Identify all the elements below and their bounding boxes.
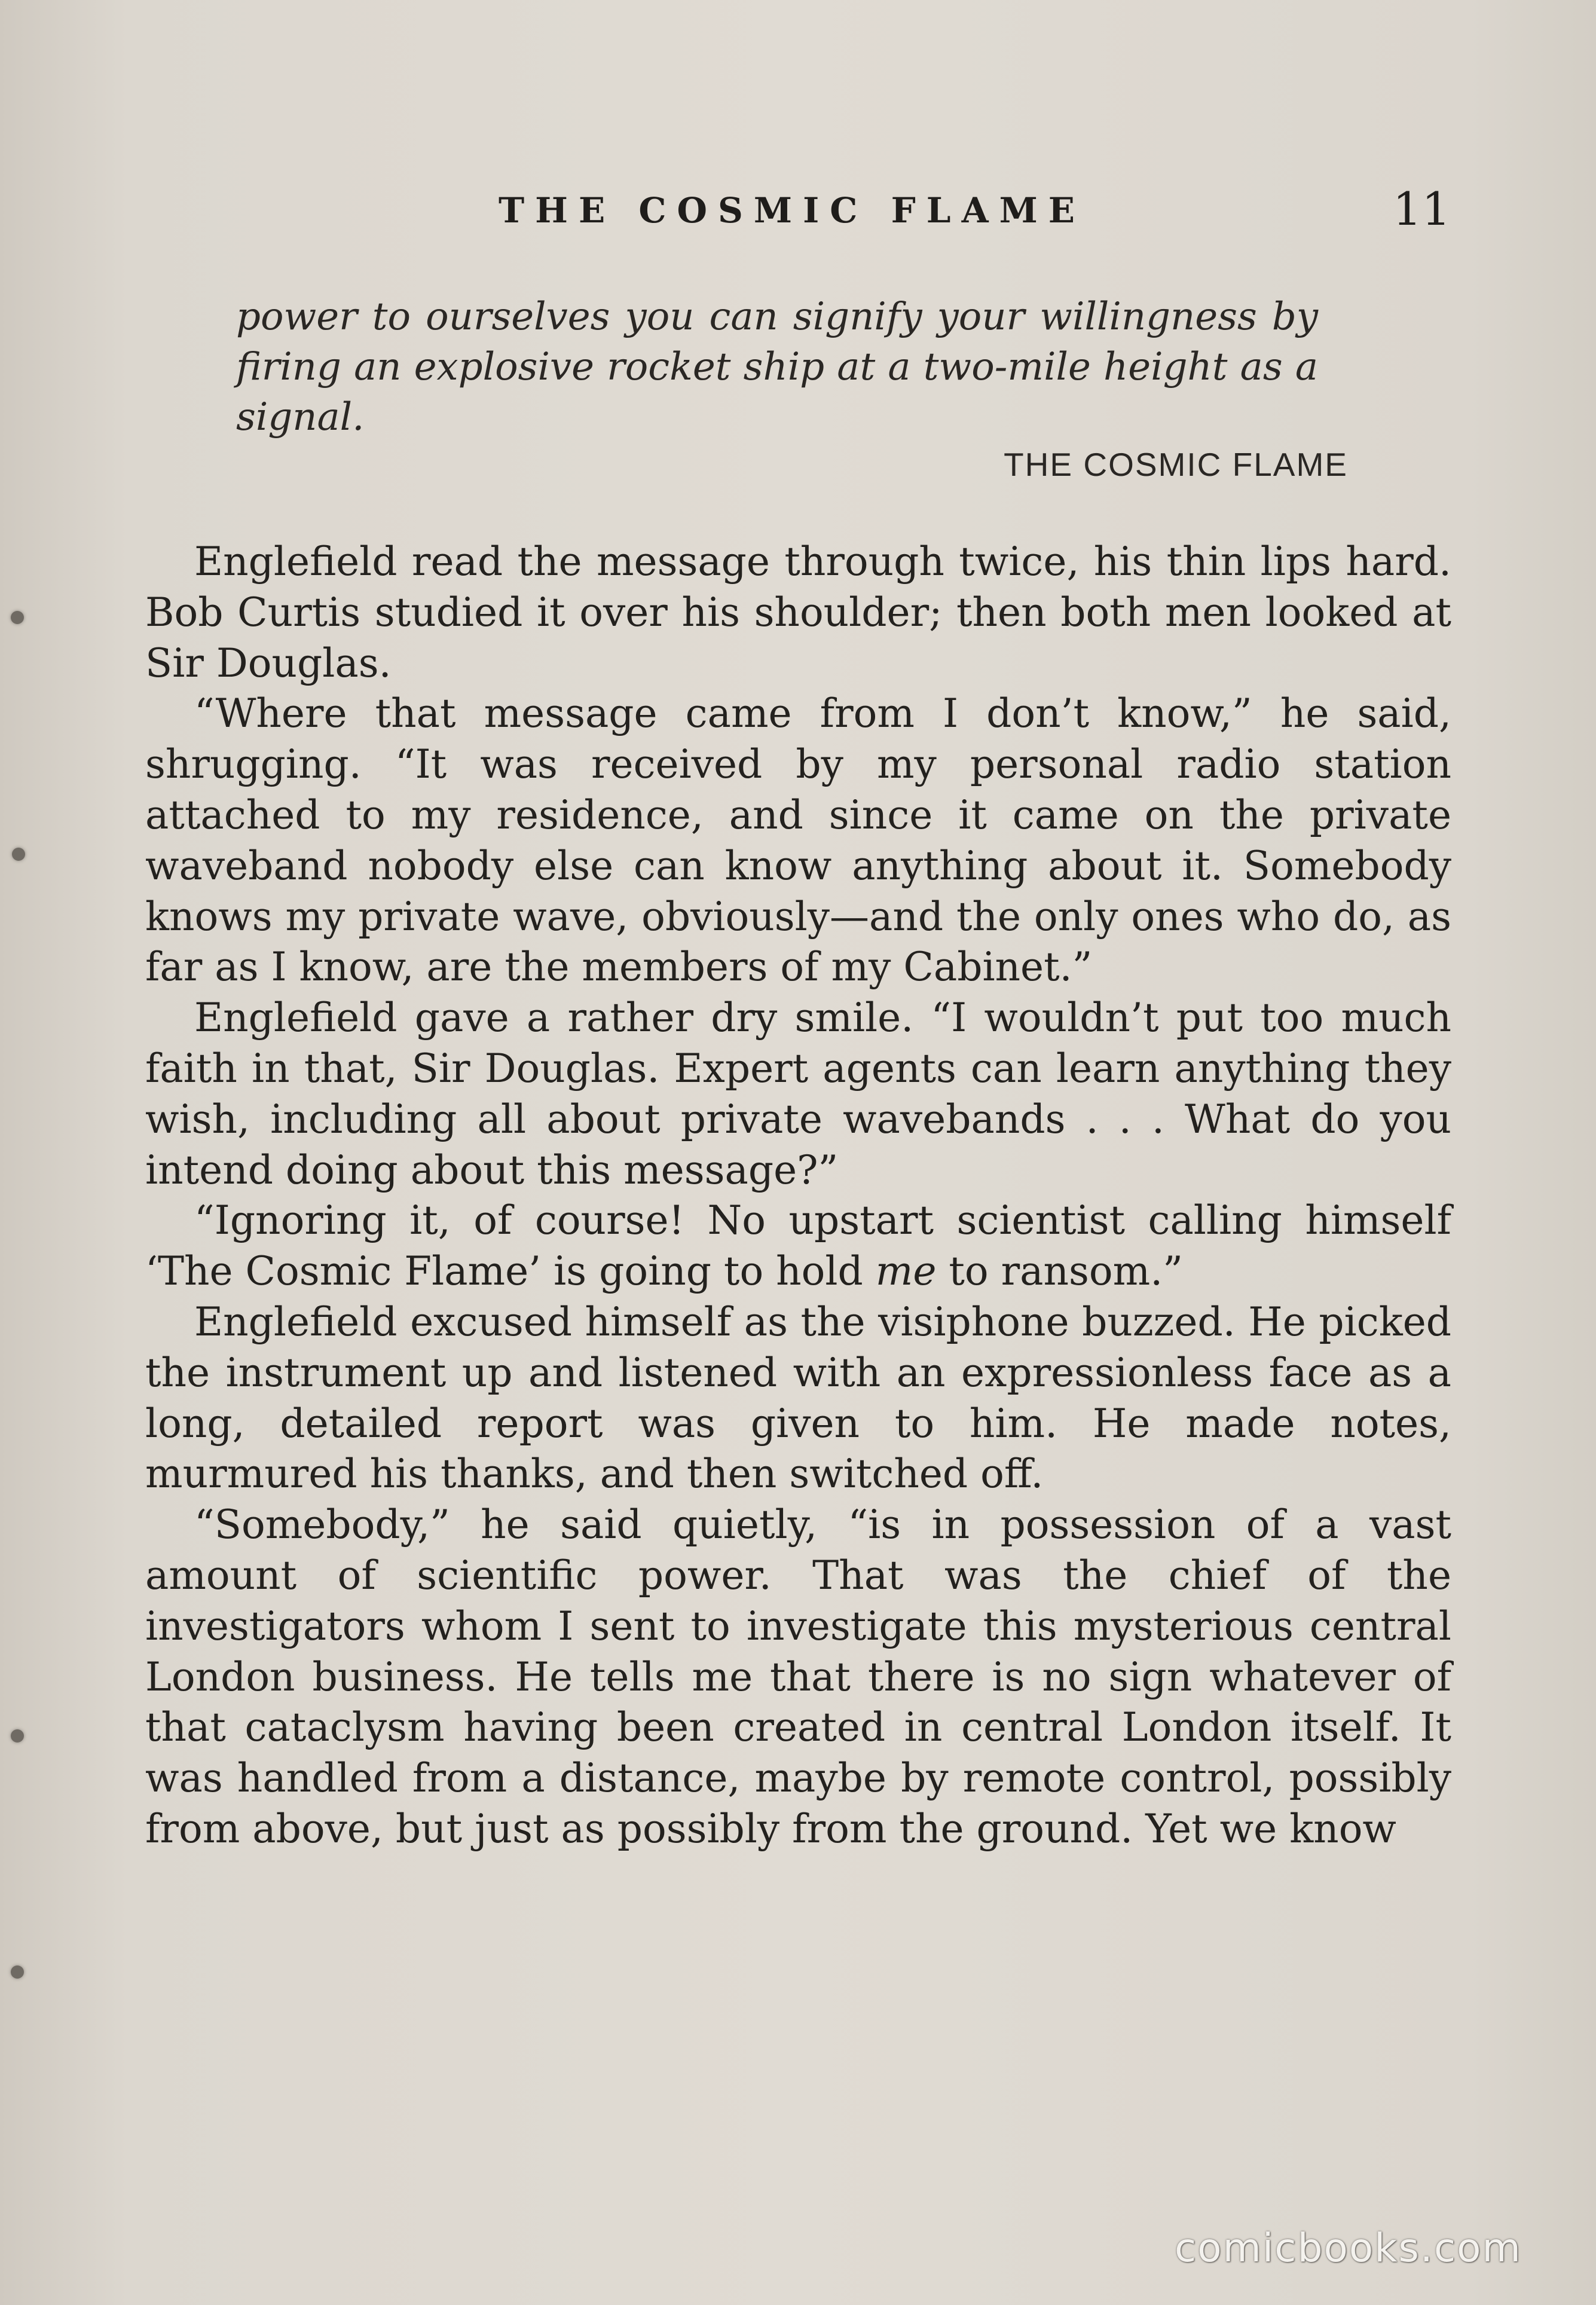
paragraph-text: “Ignoring it, of course! No upstart scientist calling himself ‘The Cosmic Flame’ is going to hold bbox=[145, 1197, 1451, 1295]
cosmic-flame-message: power to ourselves you can signify your willingness by firing an explosive rocket ship at a two-mile height as a signal. bbox=[236, 295, 1318, 439]
paragraph-text: to ransom.” bbox=[936, 1248, 1183, 1295]
binding-hole bbox=[12, 848, 25, 861]
body-text bbox=[145, 537, 1451, 1855]
emphasis-text: me bbox=[875, 1248, 937, 1295]
message-signature: THE COSMIC FLAME bbox=[1004, 446, 1348, 483]
page-number: 11 bbox=[1393, 182, 1451, 236]
paragraph: Englefield gave a rather dry smile. “I wouldn’t put too much faith in that, Sir Douglas. Expert agents can learn anything they wish, including all about private wavebands . . . What do you intend doing about this message?” bbox=[145, 995, 1451, 1193]
paragraph bbox=[145, 1196, 1451, 1297]
watermark: comicbooks.com bbox=[1175, 2225, 1522, 2271]
paragraph: “Somebody,” he said quietly, “is in possession of a vast amount of scientific power. That was the chief of the investigators whom I sent to investigate this mysterious central London business. He tells me that there is no sign whatever of that cataclysm having been created in central London itself. It was handled from a distance, maybe by remote control, possibly from above, but just as possibly from the ground. Yet we know bbox=[145, 1502, 1451, 1852]
binding-hole bbox=[11, 1729, 24, 1742]
binding-hole bbox=[11, 1965, 24, 1979]
binding-hole bbox=[11, 611, 24, 624]
paragraph: Englefield excused himself as the visiphone buzzed. He picked the instrument up and listened with an expressionless face as a long, detailed report was given to him. He made notes, murmured his thanks, and then switched off. bbox=[145, 1298, 1451, 1497]
paragraph: Englefield read the message through twice, his thin lips hard. Bob Curtis studied it over his shoulder; then both men looked at Sir Douglas. bbox=[145, 539, 1451, 686]
paragraph: “Where that message came from I don’t know,” he said, shrugging. “It was received by my personal radio station attached to my residence, and since it came on the private waveband nobody else can know anything about it. Somebody knows my private wave, obviously—and the only ones who do, as far as I know, are the members of my Cabinet.” bbox=[145, 690, 1451, 991]
running-head: THE COSMIC FLAME bbox=[499, 190, 1086, 231]
